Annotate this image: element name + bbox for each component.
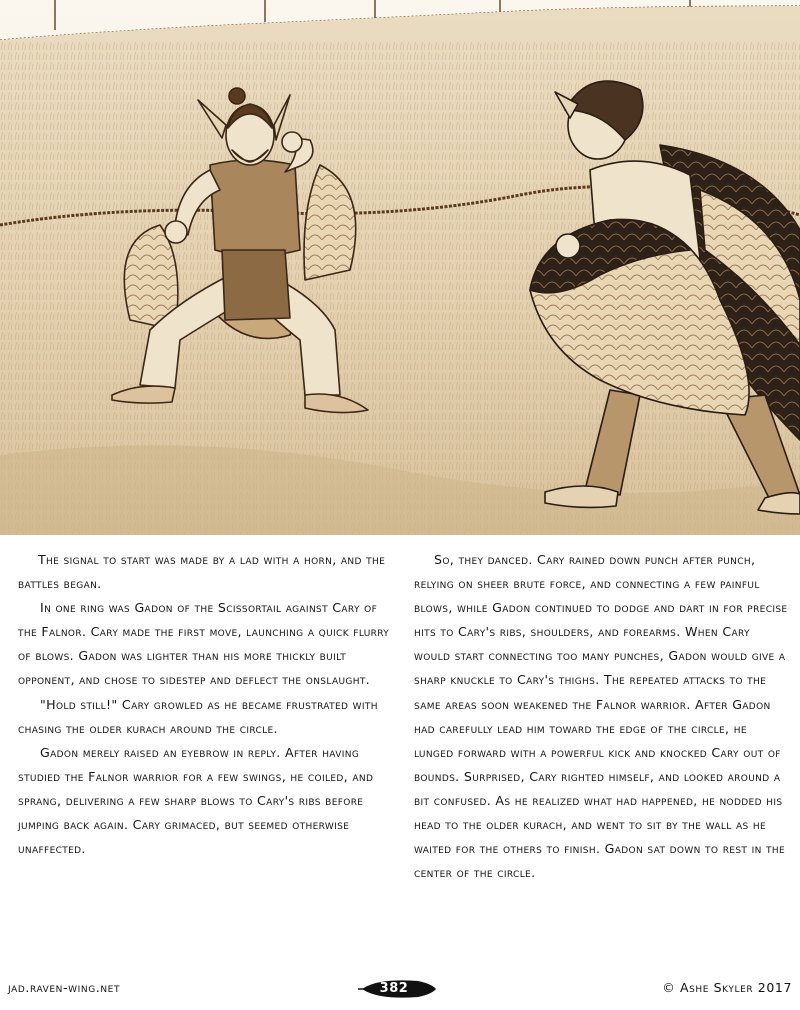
paragraph: "Hold still!" Cary growled as he became frustrated with chasing the older kurach around the circle. — [18, 696, 378, 736]
paragraph: In one ring was Gadon of the Scissortail against Cary of the Falnor. Cary made the first move, launching a quick flurry of blows. Gadon was lighter than his more thickly built opponent, and chose to sidestep and deflect the onslaught. — [18, 600, 390, 688]
paragraph: So, they danced. Cary rained down punch after punch, relying on sheer brute force, and connecting a few painful blows, while Gadon continued to dodge and dart in for precise hits to Cary's ribs, shoulders, and forearms. When Cary would start connecting too many punches, Gadon would give a sharp knuckle to Cary's thighs. The repeated attacks to the same areas soon weakened the Falnor warrior. After Gadon had carefully lead him toward the edge of the circle, he lunged forward with a powerful kick and knocked Cary out of bounds. Surprised, Cary righted himself, and looked around a bit confused. As he realized what had happened, he nodded his head to the older kurach, and went to sit by the wall as he waited for the others to finish. Gadon sat down to rest in the center of the circle. — [414, 552, 788, 881]
text-column-left — [18, 548, 392, 968]
page-number-badge — [358, 976, 438, 1002]
text-column-right — [414, 548, 788, 968]
paragraph: The signal to start was made by a lad with a horn, and the battles began. — [18, 552, 386, 592]
copyright: © Ashe Skyler 2017 — [662, 980, 792, 995]
website-link[interactable]: jad.raven-wing.net — [8, 980, 121, 995]
page-number: 382 — [379, 981, 409, 996]
paragraph: Gadon merely raised an eyebrow in reply. After having studied the Falnor warrior for a few swings, he coiled, and sprang, delivering a few sharp blows to Cary's ribs before jumping back again. Cary grimaced, but seemed otherwise unaffected. — [18, 744, 374, 857]
story-text — [18, 548, 788, 968]
